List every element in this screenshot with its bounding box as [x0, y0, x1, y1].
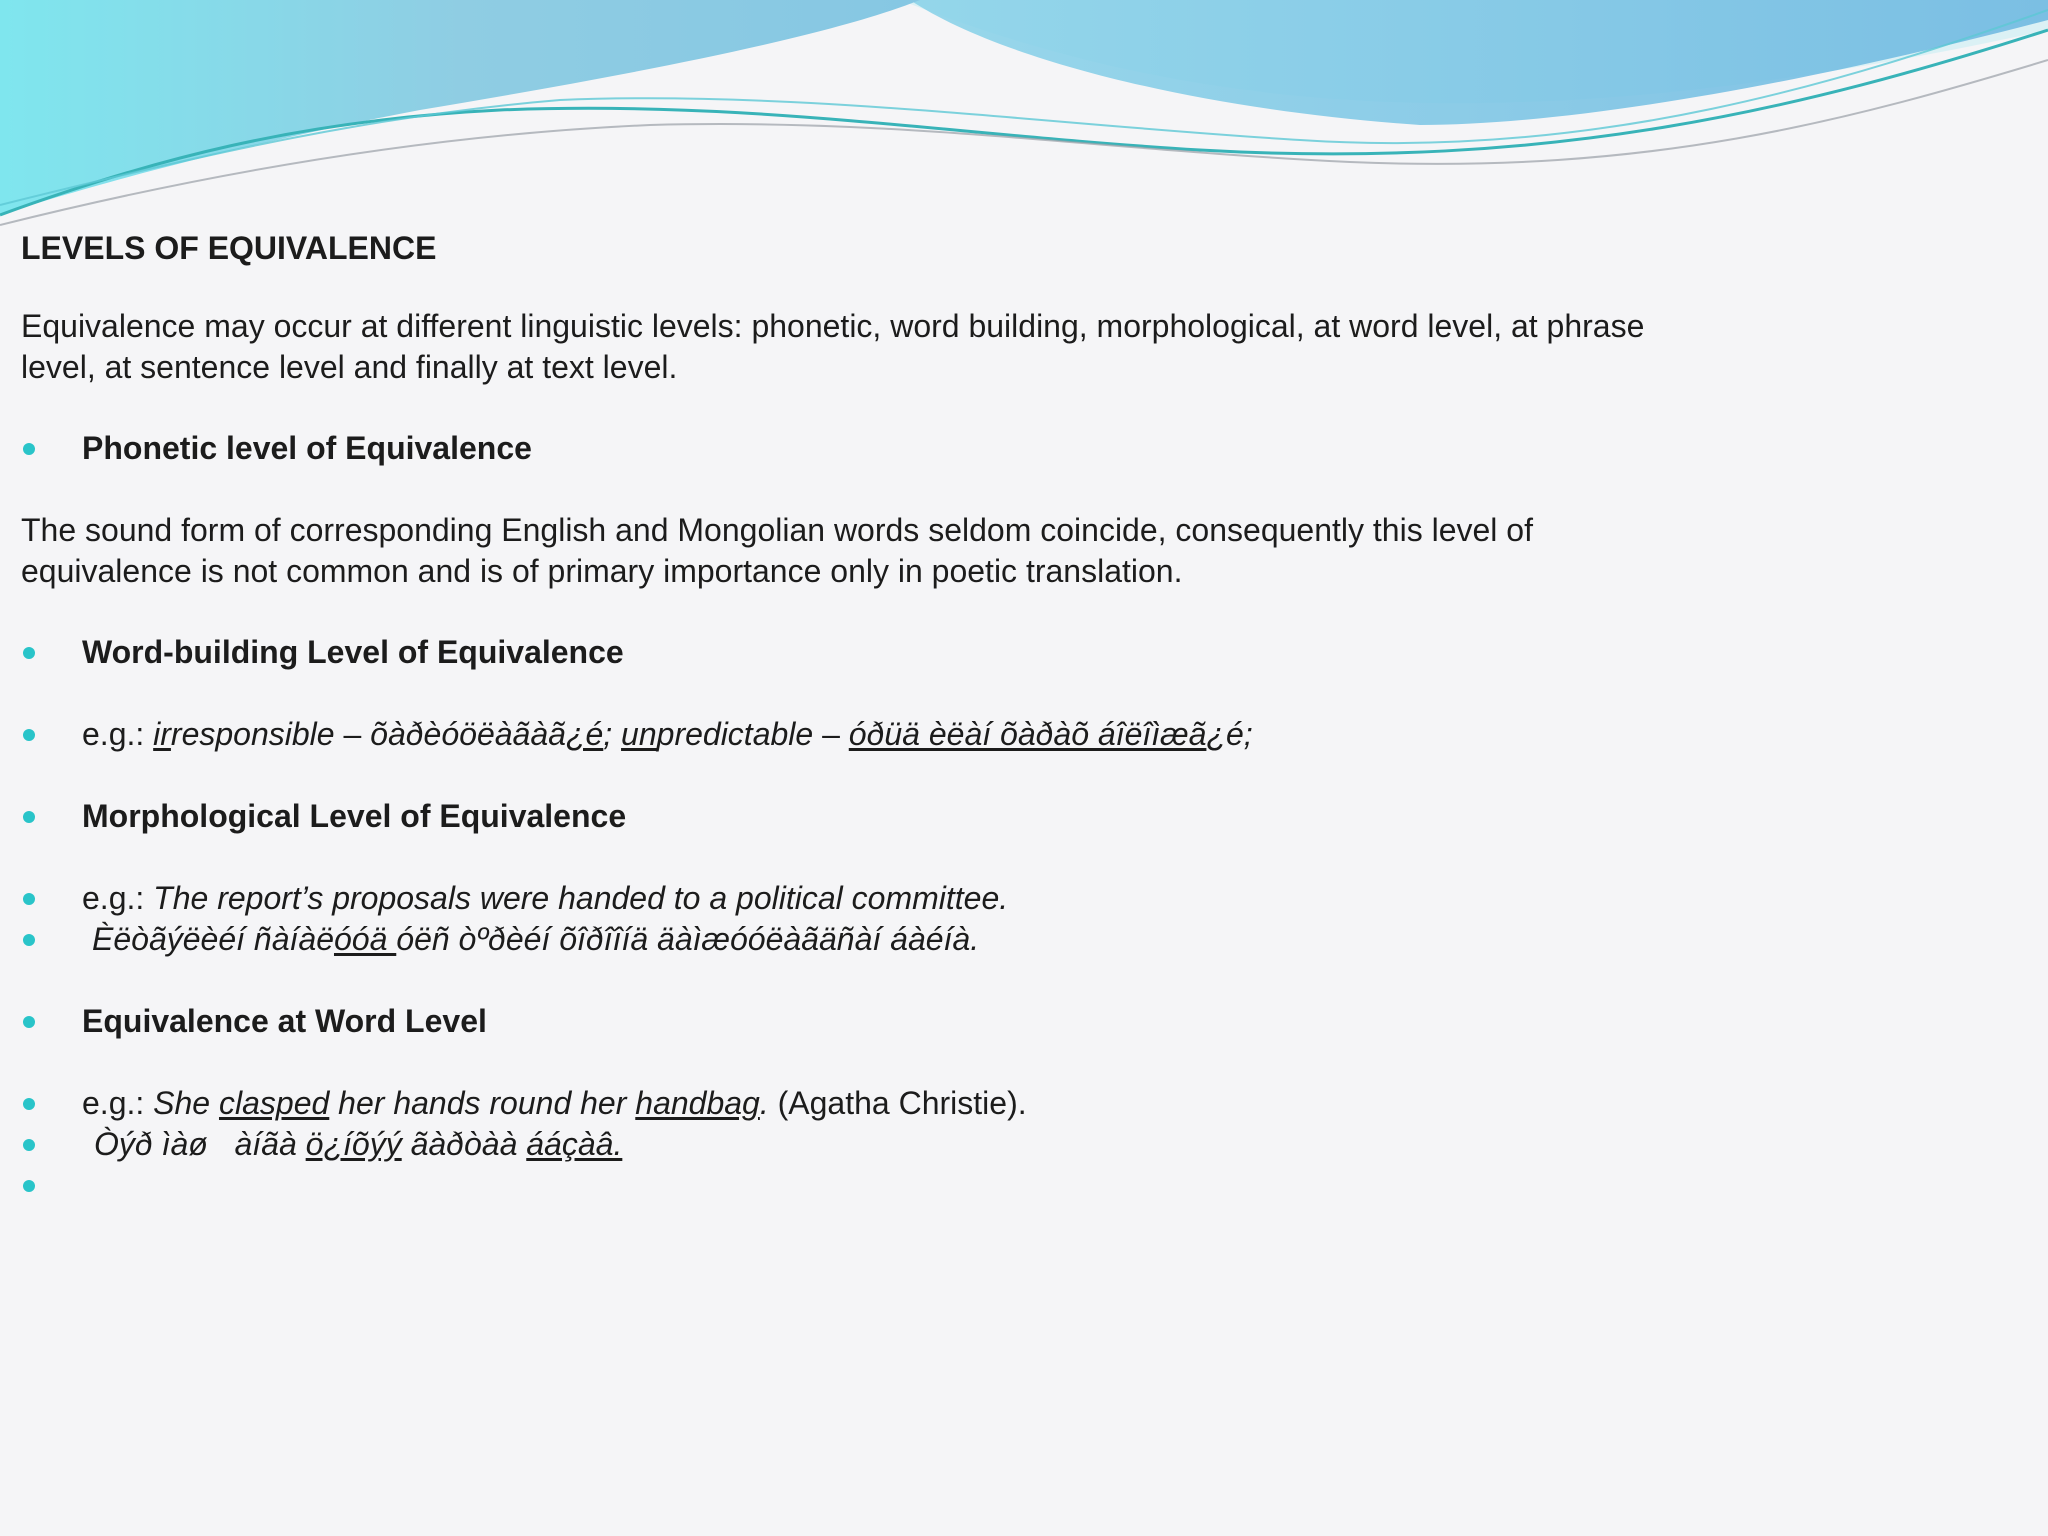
translation-2: óðüä èëàí õàðàõ áîëîìæã	[848, 716, 1207, 752]
bullet-morphological-heading	[21, 796, 1661, 837]
bullet-dot	[23, 1016, 35, 1028]
sentence-period: .	[759, 1085, 769, 1121]
translation-1-suffix: ¿é	[565, 716, 604, 752]
bullet-dot	[23, 443, 35, 455]
slide-content	[21, 224, 1661, 1206]
bullet-dot	[23, 934, 35, 946]
bullet-dot	[23, 729, 35, 741]
source-citation: (Agatha Christie).	[768, 1085, 1027, 1121]
bullet-dot	[23, 811, 35, 823]
bullet-dot	[23, 1180, 35, 1192]
bullet-dot	[23, 1098, 35, 1110]
morph-translation-part1: Èëòãýëèéí ñàíàë	[92, 921, 334, 957]
word-irresponsible-rest: responsible	[170, 716, 335, 752]
word-unpredictable-rest: predictable	[656, 716, 814, 752]
translation-1: õàðèóöëàãàã	[370, 716, 566, 752]
header-wave-decoration	[0, 0, 2048, 240]
translation-2-suffix: ¿é;	[1206, 716, 1253, 752]
prefix-un: un	[621, 716, 657, 752]
word-building-heading: Word-building Level of Equivalence	[82, 634, 624, 670]
bullet-dot	[23, 893, 35, 905]
bullet-dot	[23, 1139, 35, 1151]
sentence-part1: She	[153, 1085, 219, 1121]
dash: –	[334, 716, 371, 752]
phonetic-heading: Phonetic level of Equivalence	[82, 430, 532, 466]
semicolon: ;	[603, 716, 622, 752]
word-translation-handbag: ááçàâ.	[526, 1126, 623, 1162]
intro-paragraph: Equivalence may occur at different linguistic levels: phonetic, word building, morphological, at word level, at phrase level, at sentence level and finally at text level.	[21, 308, 1645, 385]
bullet-word-level-translation	[21, 1124, 1661, 1165]
morph-translation-suffix: óóä	[333, 921, 397, 957]
dash: –	[813, 716, 849, 752]
bullet-morphological-translation	[21, 919, 1661, 960]
bullet-word-level-heading	[21, 1001, 1661, 1042]
word-translation-part1: Òýð ìàø àíãà	[94, 1126, 306, 1162]
morphological-sentence: The report’s proposals were handed to a political committee.	[153, 880, 1009, 916]
morph-translation-part3: óëñ òºðèéí õîðîîíä äàìæóóëàãäñàí áàéíà.	[396, 921, 980, 957]
eg-label: e.g.:	[82, 1085, 154, 1121]
bullet-empty	[21, 1165, 1661, 1206]
slide-title: LEVELS OF EQUIVALENCE	[21, 230, 437, 266]
sentence-part2: her hands round her	[329, 1085, 636, 1121]
word-translation-part3: ãàðòàà	[401, 1126, 527, 1162]
bullet-word-level-example	[21, 1083, 1661, 1124]
phonetic-paragraph: The sound form of corresponding English and Mongolian words seldom coincide, consequently this level of equivalence is not common and is of primary importance only in poetic translation.	[21, 512, 1533, 589]
bullet-morphological-example	[21, 878, 1661, 919]
word-handbag: handbag	[635, 1085, 760, 1121]
morphological-heading: Morphological Level of Equivalence	[82, 798, 627, 834]
bullet-dot	[23, 647, 35, 659]
bullet-word-building-heading	[21, 632, 1661, 673]
word-translation-clasped: ö¿íõýý	[305, 1126, 402, 1162]
word-clasped: clasped	[218, 1085, 330, 1121]
eg-label: e.g.:	[82, 716, 154, 752]
word-level-heading: Equivalence at Word Level	[82, 1003, 487, 1039]
prefix-ir: ir	[153, 716, 171, 752]
bullet-word-building-example	[21, 714, 1661, 755]
bullet-phonetic-heading	[21, 428, 1661, 469]
eg-label: e.g.:	[82, 880, 154, 916]
